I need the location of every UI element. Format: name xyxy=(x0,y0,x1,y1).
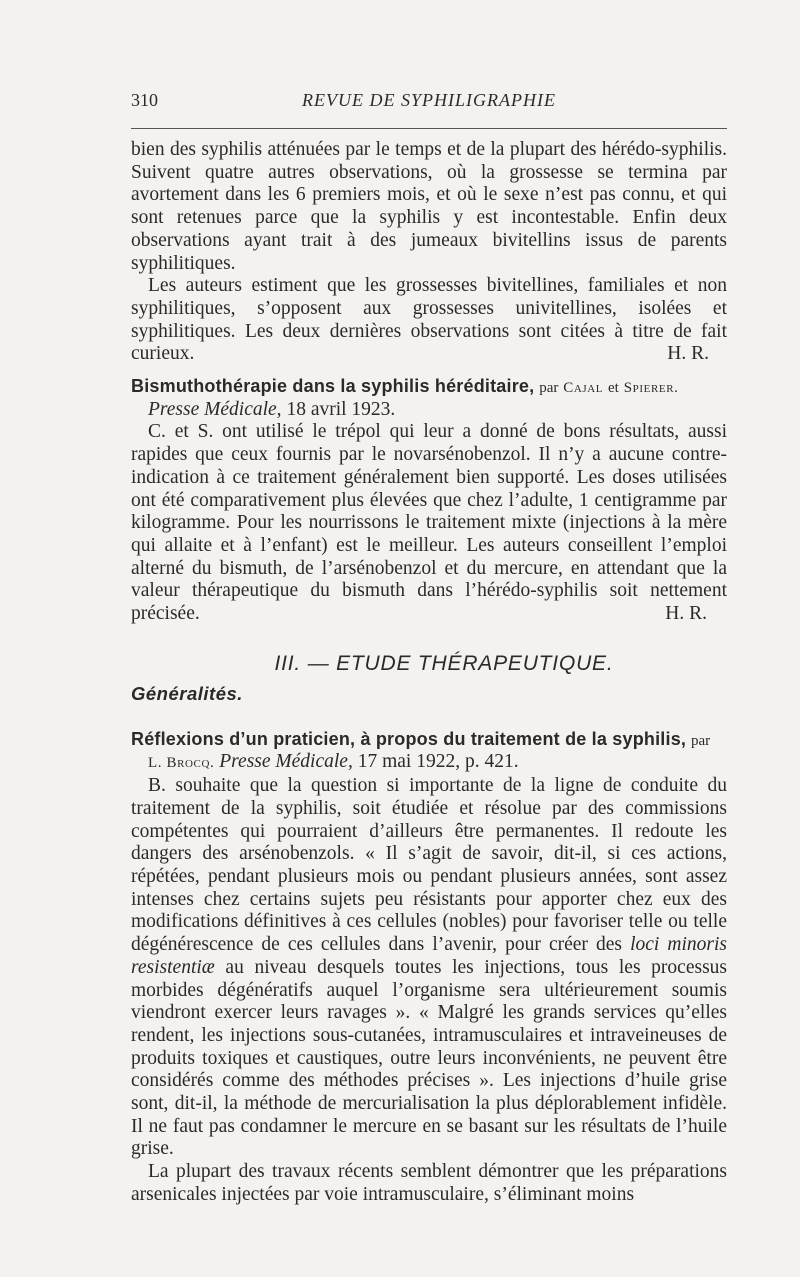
article-2-text-a: B. souhaite que la question si importante de la ligne de conduite du traitement de la syphilis, soit étudiée et résolue par des commissions compétentes qui pourraient d’ailleurs être permanentes. Il redoute les dangers des arsénobenzols. « Il s’agit de savoir, dit-il, si ces actions, répétées, pendant plusieurs mois ou pendant plusieurs années, sont assez intenses chez certains sujets peu résistants pour apporter chez eux des modifications définitives à ces cellules (nobles) pour favoriser telle ou telle dégénérescence de ces cellules dans l’avenir, pour créer des xyxy=(131,775,727,956)
article-1-journal: Presse Médicale, xyxy=(148,398,282,420)
article-2-date: 17 mai 1922, p. 421. xyxy=(357,751,519,773)
header-rule xyxy=(131,128,727,129)
article-2-reference xyxy=(131,751,727,775)
article-2-journal: Presse Médicale, xyxy=(219,751,353,773)
article-2-title: Réflexions d’un praticien, à propos du traitement de la syphilis, xyxy=(131,728,687,749)
running-header xyxy=(131,86,727,116)
article-2-paragraph-1 xyxy=(131,775,727,1161)
intro-paragraph-1: bien des syphilis atténuées par le temps et de la plupart des hérédo-syphilis. Suivent quatre autres observations, où la grossesse se termina par avortement dans les 6 premiers mois, et où le sexe n’est pas connu, et qui sont retenues parce que la syphilis y est incontestable. Enfin deux observations ayant trait à des jumeaux bivitellins issus de parents syphilitiques. xyxy=(131,139,727,274)
article-1-title: Bismuthothérapie dans la syphilis héréditaire, xyxy=(131,376,535,397)
article-2-author: L. Brocq. xyxy=(148,755,215,772)
running-title: REVUE DE SYPHILIGRAPHIE xyxy=(302,90,556,110)
article-1-heading xyxy=(131,375,727,400)
article-1-and: et xyxy=(608,380,619,397)
article-2-heading xyxy=(131,728,727,753)
article-1-date: 18 avril 1923. xyxy=(286,398,396,420)
article-1-signature: H. R. xyxy=(665,603,707,625)
page-number: 310 xyxy=(131,90,158,110)
article-2-paragraph-2: La plupart des travaux récents semblent démontrer que les préparations arsenicales injectées par voie intramusculaire, s’éliminant moins xyxy=(131,1161,727,1205)
article-1-author-1: Cajal xyxy=(563,380,604,397)
intro-signature: H. R. xyxy=(667,343,709,365)
article-2-by: par xyxy=(690,732,711,749)
article-1-by: par xyxy=(539,380,559,397)
article-2-text-b: au niveau desquels toutes les injections, tous les processus morbides dégénératifs auquel l’organisme sera ultérieurement soumis viendront exercer leurs ravages ». « Malgré les grands services qu’elles rendent, les injections sous-cutanées, intramusculaires et intraveineuses de produits toxiques et caustiques, outre leurs inconvénients, ne peuvent être considérés comme des méthodes précises ». Les injections d’huile grise sont, dit-il, la méthode de mercurialisation la plus déplorablement infidèle. Il ne faut pas condamner le mercure en se basant sur les résultats de l’huile grise. xyxy=(131,956,727,1160)
section-heading: III. — ETUDE THÉRAPEUTIQUE. xyxy=(274,651,614,675)
article-1-reference xyxy=(131,399,727,422)
page-body xyxy=(131,139,727,1207)
intro-paragraph-2: Les auteurs estiment que les grossesses bivitellines, familiales et non syphilitiques, s’opposent aux grossesses univitellines, isolées et syphilitiques. Les deux dernières observations sont citées à titre de fait curieux. xyxy=(131,275,727,365)
article-1-text: C. et S. ont utilisé le trépol qui leur a donné de bons résultats, aussi rapides que ceux fournis par le novarsénobenzol. Il n’y a aucune contre-indication à ce traitement généralement bien supporté. Les doses utilisées ont été comparativement plus élevées que chez l’adulte, 1 centigramme par kilogramme. Pour les nourrissons le traitement mixte (injections à la mère qui allaite et à l’enfant) est le meilleur. Les auteurs conseillent l’emploi alterné du bismuth, de l’arsénobenzol et du mercure, en attendant que la valeur thérapeutique du bismuth dans l’hérédo-syphilis soit nettement précisée. xyxy=(131,421,727,625)
article-1-paragraph xyxy=(131,421,727,625)
article-1-author-2: Spierer. xyxy=(623,380,679,397)
section-subheading: Généralités. xyxy=(131,682,243,704)
article-2-latin-phrase: loci minoris resistentiæ xyxy=(131,934,728,978)
